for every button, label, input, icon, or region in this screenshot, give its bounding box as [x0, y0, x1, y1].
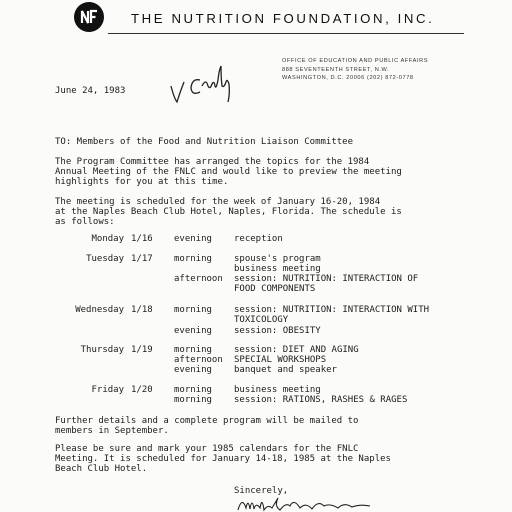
schedule-row — [0, 305, 512, 316]
schedule-event: reception — [234, 234, 283, 244]
handwritten-note — [166, 56, 246, 106]
schedule-row — [0, 274, 512, 285]
schedule-day: Monday — [91, 234, 124, 244]
office-address — [282, 57, 467, 83]
office-line: OFFICE OF EDUCATION AND PUBLIC AFFAIRS — [282, 58, 429, 64]
schedule-row — [0, 395, 512, 406]
paragraph-3-line: members in September. — [55, 426, 169, 436]
organization-name: THE NUTRITION FOUNDATION, INC. — [131, 11, 435, 26]
closing: Sincerely, — [234, 486, 289, 496]
schedule-time: afternoon — [174, 274, 223, 284]
schedule-time: morning — [174, 254, 212, 264]
schedule-row — [0, 315, 512, 326]
paragraph-1-line: Annual Meeting of the FNLC and would like to preview the meeting — [55, 167, 402, 177]
schedule-time: evening — [174, 326, 212, 336]
schedule-event: session: OBESITY — [234, 326, 321, 336]
nf-logo-mark — [74, 2, 104, 32]
to-line: TO: Members of the Food and Nutrition Liaison Committee — [55, 137, 354, 147]
letter-date: June 24, 1983 — [55, 86, 126, 96]
office-line: 888 SEVENTEENTH STREET, N.W. — [282, 66, 390, 73]
schedule-row — [0, 345, 512, 356]
handwritten-signature — [234, 494, 374, 512]
schedule-time: evening — [174, 365, 212, 375]
schedule-event: session: RATIONS, RASHES & RAGES — [234, 395, 408, 405]
schedule-date: 1/18 — [131, 305, 153, 315]
schedule-row — [0, 234, 512, 245]
schedule-time: afternoon — [174, 355, 223, 365]
schedule-row — [0, 264, 512, 275]
schedule-day: Friday — [91, 385, 124, 395]
schedule-event: session: DIET AND AGING — [234, 345, 359, 355]
schedule-event: business meeting — [234, 385, 321, 395]
schedule-event: session: NUTRITION: INTERACTION WITH — [234, 305, 430, 315]
schedule-event: banquet and speaker — [234, 365, 337, 375]
schedule-event: session: NUTRITION: INTERACTION OF — [234, 274, 419, 284]
letterhead-rule — [108, 33, 464, 34]
schedule-day: Thursday — [80, 345, 124, 355]
schedule-row — [0, 385, 512, 396]
schedule-day: Tuesday — [86, 254, 124, 264]
schedule-event: business meeting — [234, 264, 321, 274]
schedule-time: morning — [174, 395, 212, 405]
schedule-date: 1/20 — [131, 385, 153, 395]
paragraph-2-line: as follows: — [55, 217, 115, 227]
schedule-event: FOOD COMPONENTS — [234, 284, 316, 294]
paragraph-4-line: Beach Club Hotel. — [55, 464, 148, 474]
schedule-event: SPECIAL WORKSHOPS — [234, 355, 327, 365]
paragraph-1-line: highlights for you at this time. — [55, 177, 229, 187]
nf-logo-icon — [74, 2, 104, 32]
schedule-time: morning — [174, 305, 212, 315]
schedule-row — [0, 284, 512, 295]
paragraph-4-line: Please be sure and mark your 1985 calendars for the FNLC — [55, 444, 359, 454]
paragraph-4-line: Meeting. It is scheduled for January 14-18, 1985 at the Naples — [55, 454, 391, 464]
schedule-time: morning — [174, 345, 212, 355]
schedule-time: morning — [174, 385, 212, 395]
schedule-row — [0, 365, 512, 376]
schedule-date: 1/17 — [131, 254, 153, 264]
schedule-row — [0, 254, 512, 265]
paragraph-2-line: at the Naples Beach Club Hotel, Naples, Florida. The schedule is — [55, 207, 402, 217]
paragraph-2-line: The meeting is scheduled for the week of January 16-20, 1984 — [55, 197, 381, 207]
paragraph-3-line: Further details and a complete program will be mailed to — [55, 416, 359, 426]
schedule-day: Wednesday — [75, 305, 124, 315]
schedule-date: 1/16 — [131, 234, 153, 244]
paragraph-1-line: The Program Committee has arranged the topics for the 1984 — [55, 157, 370, 167]
schedule-event: TOXICOLOGY — [234, 315, 289, 325]
office-line: WASHINGTON, D.C. 20006 (202) 872-0778 — [282, 75, 414, 81]
schedule-event: spouse's program — [234, 254, 321, 264]
schedule-date: 1/19 — [131, 345, 153, 355]
schedule-time: evening — [174, 234, 212, 244]
schedule-row — [0, 355, 512, 366]
schedule-row — [0, 326, 512, 337]
